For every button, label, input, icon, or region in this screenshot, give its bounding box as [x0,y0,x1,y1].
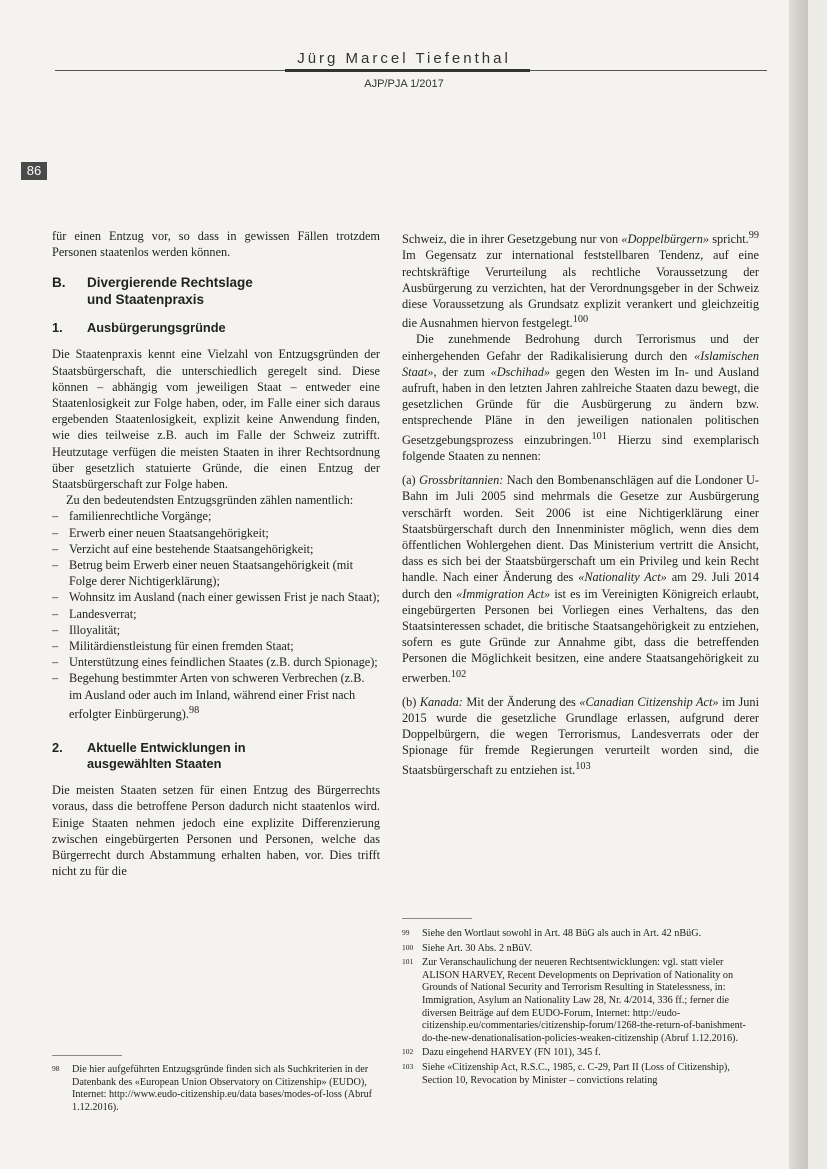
text-emphasis: «Immigration Act» [456,586,551,601]
item-label: (b) [402,694,420,709]
subsection-title: Ausbürgerungsgründe [87,320,226,336]
section-title-line-1: Divergierende Rechtslage [87,275,253,291]
subsection-title-line-2: ausgewählten Staaten [87,756,222,772]
right-column [402,228,759,778]
text-emphasis: «Doppelbürgern» [621,232,710,247]
footnote-ref[interactable]: 102 [450,668,467,680]
left-column [52,228,380,879]
text-run: Im Gegensatz zur international feststellbaren Tendenz, auf eine rechtskräftige Verurteilung als rechtliche Voraussetzung der Ausbürgerung zu verzichten, hat der Verordnungsgeber in der Schweiz diese Voraussetzung als Grundsatz explizit verankert und gleichzeitig die Ausnahmen hiervon festgelegt. [402,248,759,331]
text-run: Die zunehmende Bedrohung durch Terrorismus und der einhergehenden Gefahr der Radikalisierung durch den [402,332,759,363]
text-run: Mit der Änderung des [462,694,580,709]
footnote [402,957,759,1045]
list-item-text: Begehung bestimmter Arten von schweren Verbrechen (z.B. im Ausland oder auch im Inland, während einer Frist nach erfolgter Einbürgerung). [69,671,365,721]
text-run: Schweiz, die in ihrer Gesetzgebung nur von [402,232,622,247]
item-label: (a) [402,473,420,488]
text-run: am 29. Juli 2014 durch den [402,570,759,601]
footnote-number: 101 [402,957,414,967]
footnote-ref[interactable]: 100 [572,314,589,326]
footnote [402,928,759,941]
footnote-rule [402,918,472,919]
footnote-ref[interactable]: 99 [748,230,759,241]
footnote-ref[interactable]: 101 [591,430,607,442]
running-header-journal: AJP/PJA 1/2017 [364,78,444,90]
footnote-number: 103 [402,1061,414,1071]
footnote-text: Zur Veranschaulichung der neueren Rechtsentwicklungen: vgl. statt vieler ALISON HARVEY, Recent Developments on Deprivation of Nationality on Grounds of National Security and Terrorism Resulting in Statelessness, in: Immigration, Asylum an Nationality Law 28, Nr. 4/2014, 336 ff.; ferner die diversen Beiträge auf dem EUDO-Forum, Internet: http://eudo-citizenship.eu/commentaries/citizenship-forum/1268-the-return-of-banishment-do-the-new-denationalisation-policies-weaken-citizenship (Abruf 1.12.2016). [422,957,746,1044]
intro-paragraph: für einen Entzug vor, so dass in gewissen Fällen trotzdem Personen staatenlos werden können. [52,229,380,260]
text-run: Hierzu sind exemplarisch folgende Staaten zu nennen: [402,432,759,463]
footnote [402,1062,759,1087]
text-emphasis: «Canadian Citizenship Act» [579,694,719,709]
subsection-heading-2 [52,740,380,772]
text-emphasis: «Islamischen Staat» [402,348,759,379]
footnote-rule [52,1055,122,1056]
text-emphasis: «Dschihad» [490,364,551,379]
section-heading-b [52,274,380,308]
text-run: gegen den Westen im In- und Ausland aufruft, haben in den letzten Jahren zahlreiche Staaten dazu bewegt, die gesetzlichen Gründe für die Ausbürgerung zu ändern bzw. entsprechende Pläne in den jeweiligen nationalen politischen Gesetzgebungsprozess einzubringen. [402,364,760,447]
list-item: – Erwerb einer neuen Staatsangehörigkeit; [52,525,380,541]
footnote-text: Dazu eingehend HARVEY (FN 101), 345 f. [422,1047,601,1059]
subsection-heading-1 [52,320,380,336]
footnote-ref[interactable]: 98 [188,704,200,716]
list-item: – Unterstützung eines feindlichen Staates (z.B. durch Spionage); [52,654,380,670]
footnote-list [402,928,759,1089]
footnote-number: 99 [402,928,410,937]
footnote-number: 102 [402,1047,414,1057]
footnote-text: Siehe Art. 30 Abs. 2 nBüV. [422,942,533,954]
body-paragraph [402,331,759,464]
list-item: – Illoyalität; [52,622,380,638]
text-emphasis: «Nationality Act» [578,570,667,585]
footnote [402,1047,759,1060]
section-title-line-2: und Staatenpraxis [87,292,205,308]
list-item: – Verzicht auf eine bestehende Staatsangehörigkeit; [52,541,380,557]
reasons-list [52,508,380,722]
country-name: Kanada: [419,694,463,709]
section-title [87,274,253,308]
text-run: Nach den Bombenanschlägen auf die Londoner U-Bahn im Juli 2005 sind mehrmals die Gesetze zur Ausbürgerung verschärft worden. Seit 2006 ist eine Nichtigerklärung einer Staatsbürgerschaft durch den Innenminister möglich, wenn dies dem öffentlichen Wohlergehen dient. Das Ministerium vertritt die Ansicht, dass es sich bei der Staatsbürgerschaft um ein Privileg und kein Recht handle. Nach einer Änderung des [402,473,759,585]
subsection-number: 1. [52,320,63,336]
footnote-number: 100 [402,942,414,952]
footnote-text: Siehe «Citizenship Act, R.S.C., 1985, c. C-29, Part II (Loss of Citizenship), Section 10, Revocation by Minister – convictions relating [422,1061,730,1086]
list-item: – Militärdienstleistung für einen fremden Staat; [52,638,380,654]
body-paragraph-uk [402,472,759,686]
text-run: , der zum [433,364,491,379]
body-paragraph: Die Staatenpraxis kennt eine Vielzahl von Entzugsgründen der Staatsbürgerschaft, die unterschiedlich geregelt sind. Diese können – abhängig vom jeweiligen Staat – entweder eine Staatenlosigkeit zur Folge haben, oder, im Falle einer sich daraus ergebenden Staatenlosigkeit, explizit keine Anwendung finden, wie dies teilweise z.B. auch im Falle der Schweiz zutrifft. Heutzutage verfügen die meisten Staaten in ihrer Rechtsordnung über gesetzlich statuierte Gründe, die einen Entzug der Staatsbürgerschaft zur Folge haben. [52,347,380,492]
list-item [52,670,380,722]
footnote-text: Die hier aufgeführten Entzugsgründe finden sich als Suchkriterien in der Datenbank des «European Union Observatory on Citizenship» (EUDO), Internet: http://www.eudo-citizenship.eu/data bases/modes-of-loss (Abruf 1.12.2016). [72,1064,373,1113]
subsection-title [87,740,246,772]
footnote [402,943,759,956]
header-rule-accent [285,69,530,72]
footnote [52,1064,380,1114]
body-paragraph: Zu den bedeutendsten Entzugsgründen zählen namentlich: [66,493,354,508]
page-number-badge: 86 [21,162,47,180]
list-item: – Wohnsitz im Ausland (nach einer gewissen Frist je nach Staat); [52,589,380,605]
section-number: B. [52,275,66,291]
text-run: ist es im Vereinigten Königreich erlaubt, eingebürgerten Personen bei Vorliegen eines Verhaltens, das den Staatsinteressen schadet, die britische Staatsangehörigkeit zu entziehen, sofern es gute Gründe zur Annahme gibt, dass die betreffenden Personen die Möglichkeit besitzen, eine andere Staatsangehörigkeit zu erwerben. [402,586,759,685]
footnote-number: 98 [52,1064,60,1073]
body-paragraph: Die meisten Staaten setzen für einen Entzug des Bürgerrechts voraus, dass die betroffene Person dadurch nicht staatenlos wird. Einige Staaten nehmen jedoch eine explizite Differenzierung zwischen eingebürgerten Personen und Personen, welche das Bürgerrecht durch Abstammung erhalten haben, vor. Dies trifft nicht zu für die [52,783,380,879]
footnote-text: Siehe den Wortlaut sowohl in Art. 48 BüG als auch in Art. 42 nBüG. [422,928,702,939]
list-item: – familienrechtliche Vorgänge; [52,508,380,524]
country-name: Grossbritannien: [419,473,504,488]
footnote-ref[interactable]: 103 [575,760,591,772]
subsection-title-line-1: Aktuelle Entwicklungen in [87,740,246,756]
list-item: – Betrug beim Erwerb einer neuen Staatsangehörigkeit (mit Folge derer Nichtigerklärung); [52,557,380,589]
list-item: – Landesverrat; [52,606,380,622]
running-header-author: Jürg Marcel Tiefenthal [297,50,511,67]
page-edge-shadow [789,0,808,1169]
text-run: spricht. [709,232,749,247]
body-paragraph-canada [402,694,759,778]
subsection-number: 2. [52,740,63,756]
text-run: im Juni 2015 wurde die gesetzliche Grundlage erlassen, aufgrund derer Doppelbürgern, die wegen Terrorismus, Landesverrats oder der Spionage für fremde Regierungen verurteilt worden sind, die Staatsbürgerschaft zu entziehen ist. [402,694,759,777]
body-paragraph [402,228,759,331]
